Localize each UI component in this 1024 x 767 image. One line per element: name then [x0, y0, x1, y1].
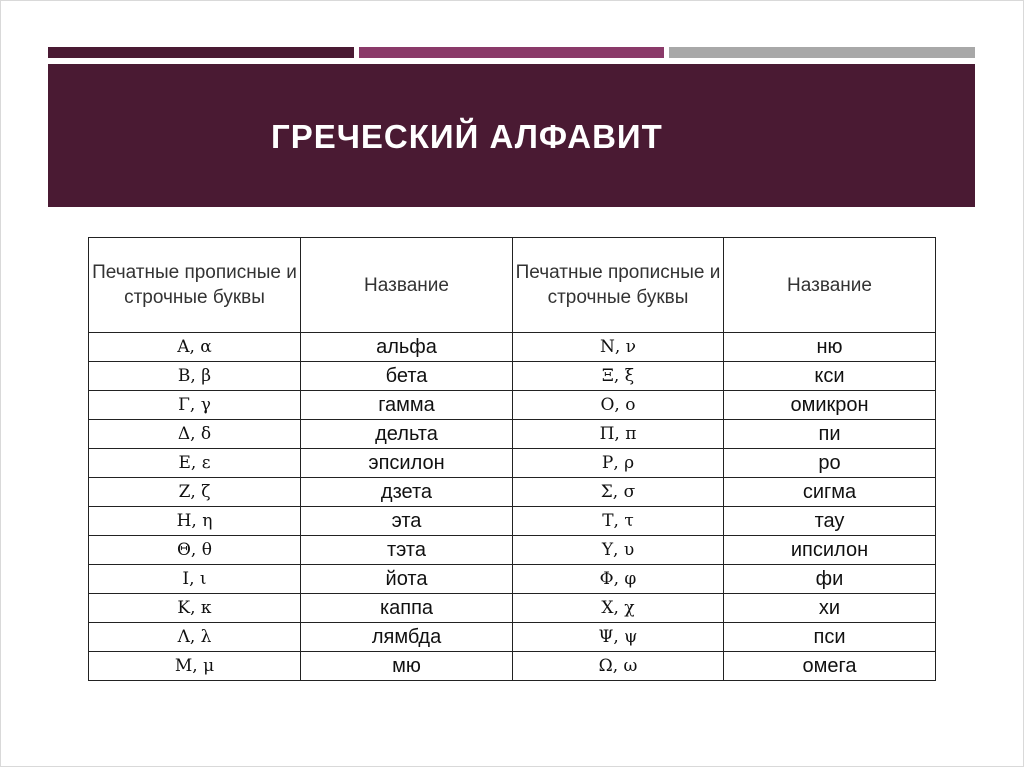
- name-cell-right: пси: [724, 623, 936, 652]
- name-cell-left: тэта: [301, 536, 513, 565]
- greek-alphabet-table-wrapper: [88, 237, 936, 681]
- letters-cell-right: Ξ, ξ: [513, 362, 724, 391]
- header-letters-right: Печатные прописные и строчные буквы: [513, 238, 724, 333]
- slide-title: ГРЕЧЕСКИЙ АЛФАВИТ: [271, 118, 663, 155]
- table-row: [89, 391, 936, 420]
- letters-cell-right: Ν, ν: [513, 333, 724, 362]
- accent-bar-dark: [48, 47, 354, 58]
- letters-cell-left: Η, η: [89, 507, 301, 536]
- letters-cell-right: Υ, υ: [513, 536, 724, 565]
- name-cell-right: тау: [724, 507, 936, 536]
- name-cell-left: йота: [301, 565, 513, 594]
- table-row: [89, 449, 936, 478]
- name-cell-right: фи: [724, 565, 936, 594]
- name-cell-right: омега: [724, 652, 936, 681]
- name-cell-left: гамма: [301, 391, 513, 420]
- name-cell-left: бета: [301, 362, 513, 391]
- name-cell-left: дельта: [301, 420, 513, 449]
- letters-cell-left: Κ, κ: [89, 594, 301, 623]
- greek-alphabet-table: [88, 237, 936, 681]
- name-cell-left: мю: [301, 652, 513, 681]
- table-row: [89, 565, 936, 594]
- letters-cell-right: Ω, ω: [513, 652, 724, 681]
- table-row: [89, 652, 936, 681]
- letters-cell-right: Ψ, ψ: [513, 623, 724, 652]
- accent-bar-magenta: [359, 47, 664, 58]
- letters-cell-left: Γ, γ: [89, 391, 301, 420]
- name-cell-left: каппа: [301, 594, 513, 623]
- table-row: [89, 362, 936, 391]
- letters-cell-right: Π, π: [513, 420, 724, 449]
- letters-cell-right: Σ, σ: [513, 478, 724, 507]
- name-cell-right: кси: [724, 362, 936, 391]
- name-cell-left: эта: [301, 507, 513, 536]
- table-row: [89, 420, 936, 449]
- name-cell-right: ро: [724, 449, 936, 478]
- header-name-left: Название: [301, 238, 513, 333]
- header-name-right: Название: [724, 238, 936, 333]
- header-letters-left: Печатные прописные и строчные буквы: [89, 238, 301, 333]
- letters-cell-left: Ε, ε: [89, 449, 301, 478]
- name-cell-right: хи: [724, 594, 936, 623]
- name-cell-left: альфа: [301, 333, 513, 362]
- letters-cell-left: Α, α: [89, 333, 301, 362]
- letters-cell-right: Τ, τ: [513, 507, 724, 536]
- name-cell-left: дзета: [301, 478, 513, 507]
- table-row: [89, 623, 936, 652]
- letters-cell-left: Μ, μ: [89, 652, 301, 681]
- name-cell-right: омикрон: [724, 391, 936, 420]
- letters-cell-left: Λ, λ: [89, 623, 301, 652]
- letters-cell-left: Θ, θ: [89, 536, 301, 565]
- name-cell-left: лямбда: [301, 623, 513, 652]
- letters-cell-right: Ο, ο: [513, 391, 724, 420]
- name-cell-right: ню: [724, 333, 936, 362]
- name-cell-right: сигма: [724, 478, 936, 507]
- letters-cell-right: Χ, χ: [513, 594, 724, 623]
- letters-cell-right: Φ, φ: [513, 565, 724, 594]
- name-cell-right: пи: [724, 420, 936, 449]
- table-row: [89, 507, 936, 536]
- table-row: [89, 536, 936, 565]
- accent-bar-gray: [669, 47, 975, 58]
- letters-cell-left: Ι, ι: [89, 565, 301, 594]
- table-row: [89, 333, 936, 362]
- table-row: [89, 478, 936, 507]
- name-cell-left: эпсилон: [301, 449, 513, 478]
- letters-cell-right: Ρ, ρ: [513, 449, 724, 478]
- table-body: [89, 333, 936, 681]
- letters-cell-left: Δ, δ: [89, 420, 301, 449]
- name-cell-right: ипсилон: [724, 536, 936, 565]
- letters-cell-left: Ζ, ζ: [89, 478, 301, 507]
- table-header-row: [89, 238, 936, 333]
- table-row: [89, 594, 936, 623]
- letters-cell-left: Β, β: [89, 362, 301, 391]
